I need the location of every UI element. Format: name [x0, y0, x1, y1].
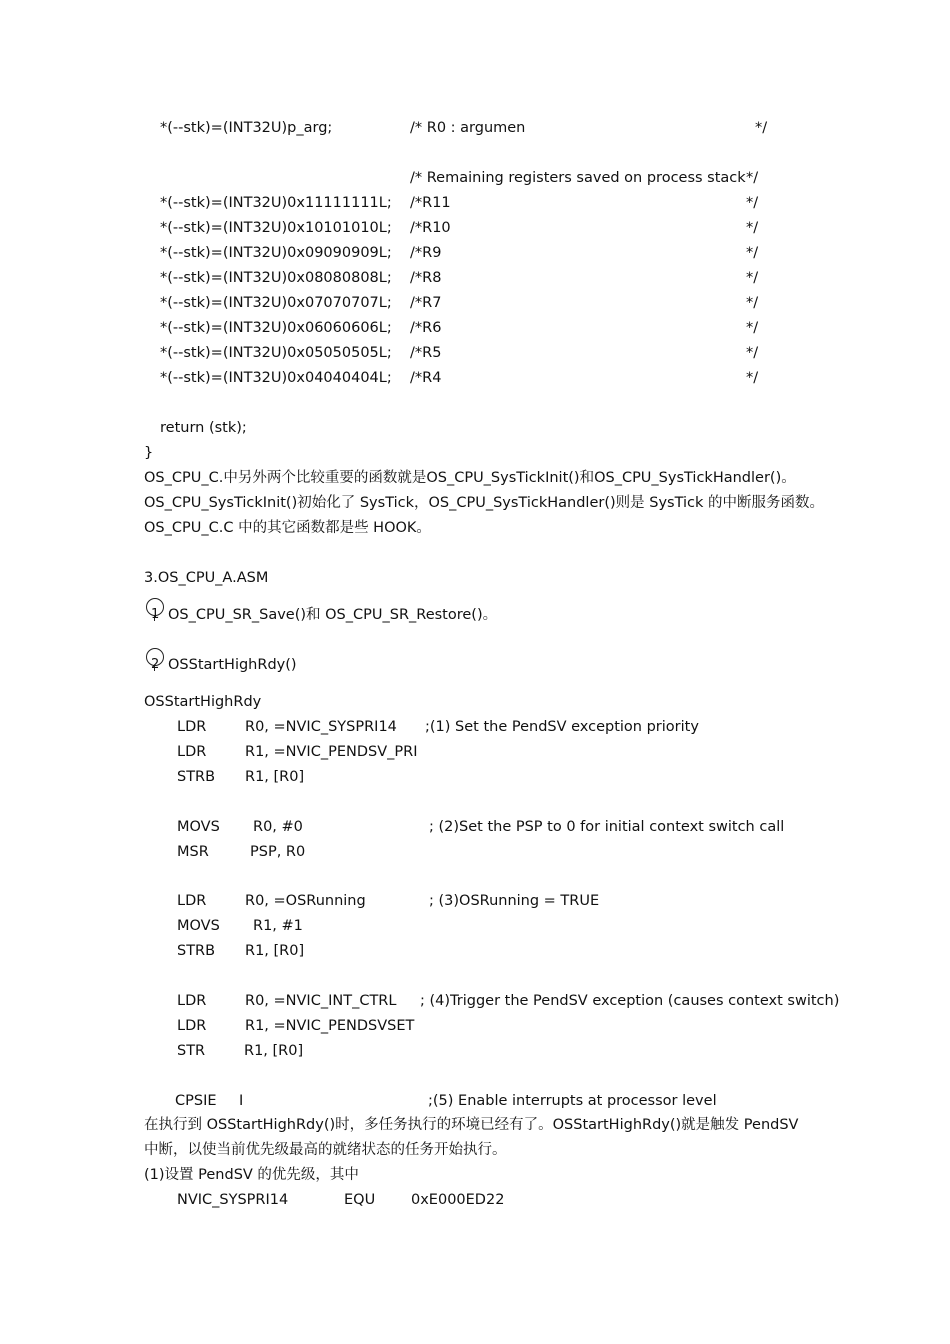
code-comment: /*R8: [410, 270, 442, 286]
asm-comment: ;(1) Set the PendSV exception priority: [425, 719, 699, 735]
paragraph-line: 中断，以使当前优先级最高的就绪状态的任务开始执行。: [144, 1142, 507, 1158]
asm-op: LDR: [177, 1018, 207, 1034]
return-statement: return (stk);: [160, 420, 247, 436]
asm-args: R0, =OSRunning: [245, 893, 366, 909]
asm-args: R1, [R0]: [245, 943, 305, 959]
comment-end: */: [746, 245, 759, 261]
comment-end: */: [746, 370, 759, 386]
comment-end: */: [746, 270, 759, 286]
code-comment: /*R11: [410, 195, 451, 211]
list-number: 2: [151, 657, 160, 672]
code-comment: /*R7: [410, 295, 442, 311]
comment-end: */: [746, 170, 759, 186]
asm-op: MSR: [177, 844, 209, 860]
code-comment: /* Remaining registers saved on process stack: [410, 170, 746, 186]
comment-end: */: [746, 195, 759, 211]
code-comment: /* R0 : argumen: [410, 120, 526, 136]
asm-op: CPSIE: [175, 1093, 217, 1109]
comment-end: */: [746, 295, 759, 311]
asm-op: LDR: [177, 893, 207, 909]
asm-op: STRB: [177, 943, 216, 959]
equ-value: 0xE000ED22: [411, 1192, 505, 1208]
equ-name: NVIC_SYSPRI14: [177, 1192, 289, 1208]
asm-comment: ; (3)OSRunning = TRUE: [429, 893, 600, 909]
asm-op: MOVS: [177, 819, 220, 835]
code-text: *(--stk)=(INT32U)0x08080808L;: [160, 270, 392, 286]
asm-label: OSStartHighRdy: [144, 694, 262, 710]
code-comment: /*R10: [410, 220, 451, 236]
code-text: *(--stk)=(INT32U)0x06060606L;: [160, 320, 392, 336]
code-comment: /*R5: [410, 345, 442, 361]
code-comment: /*R9: [410, 245, 442, 261]
asm-comment: ; (4)Trigger the PendSV exception (causes context switch): [420, 993, 840, 1009]
paragraph-line: OS_CPU_C.中另外两个比较重要的函数就是OS_CPU_SysTickInit()和OS_CPU_SysTickHandler()。: [144, 470, 796, 486]
comment-end: */: [746, 345, 759, 361]
asm-args: R1, [R0]: [245, 769, 305, 785]
asm-op: LDR: [177, 744, 207, 760]
comment-end: */: [746, 220, 759, 236]
code-comment: /*R6: [410, 320, 442, 336]
asm-args: R0, =NVIC_INT_CTRL: [245, 993, 397, 1009]
paragraph-line: (1)设置 PendSV 的优先级，其中: [144, 1167, 359, 1183]
asm-op: LDR: [177, 719, 207, 735]
asm-args: R1, [R0]: [244, 1043, 304, 1059]
equ-directive: EQU: [344, 1192, 376, 1208]
paragraph-line: OS_CPU_SysTickInit()初始化了 SysTick，OS_CPU_SysTickHandler()则是 SysTick 的中断服务函数。: [144, 495, 825, 511]
asm-comment: ; (2)Set the PSP to 0 for initial context switch call: [429, 819, 785, 835]
comment-end: */: [755, 120, 768, 136]
comment-end: */: [746, 320, 759, 336]
asm-comment: ;(5) Enable interrupts at processor level: [428, 1093, 717, 1109]
asm-op: LDR: [177, 993, 207, 1009]
asm-args: R0, #0: [253, 819, 303, 835]
asm-args: PSP, R0: [250, 844, 306, 860]
closing-brace: }: [144, 445, 154, 461]
list-number: 1: [151, 607, 160, 622]
code-comment: /*R4: [410, 370, 442, 386]
code-text: *(--stk)=(INT32U)0x05050505L;: [160, 345, 392, 361]
asm-args: R0, =NVIC_SYSPRI14: [245, 719, 397, 735]
asm-op: STR: [177, 1043, 206, 1059]
code-text: *(--stk)=(INT32U)0x11111111L;: [160, 195, 392, 211]
asm-op: STRB: [177, 769, 216, 785]
asm-args: R1, =NVIC_PENDSV_PRI: [245, 744, 418, 760]
code-text: *(--stk)=(INT32U)0x10101010L;: [160, 220, 392, 236]
code-text: *(--stk)=(INT32U)p_arg;: [160, 120, 333, 136]
asm-args: R1, #1: [253, 918, 303, 934]
list-text: OSStartHighRdy(): [168, 657, 297, 673]
asm-args: I: [239, 1093, 244, 1109]
asm-op: MOVS: [177, 918, 220, 934]
code-text: *(--stk)=(INT32U)0x04040404L;: [160, 370, 392, 386]
asm-args: R1, =NVIC_PENDSVSET: [245, 1018, 415, 1034]
code-text: *(--stk)=(INT32U)0x07070707L;: [160, 295, 392, 311]
section-heading: 3.OS_CPU_A.ASM: [144, 570, 269, 586]
paragraph-line: 在执行到 OSStartHighRdy()时，多任务执行的环境已经有了。OSStartHighRdy()就是触发 PendSV: [144, 1117, 799, 1133]
code-text: *(--stk)=(INT32U)0x09090909L;: [160, 245, 392, 261]
list-text: OS_CPU_SR_Save()和 OS_CPU_SR_Restore()。: [168, 607, 498, 623]
paragraph-line: OS_CPU_C.C 中的其它函数都是些 HOOK。: [144, 520, 431, 536]
